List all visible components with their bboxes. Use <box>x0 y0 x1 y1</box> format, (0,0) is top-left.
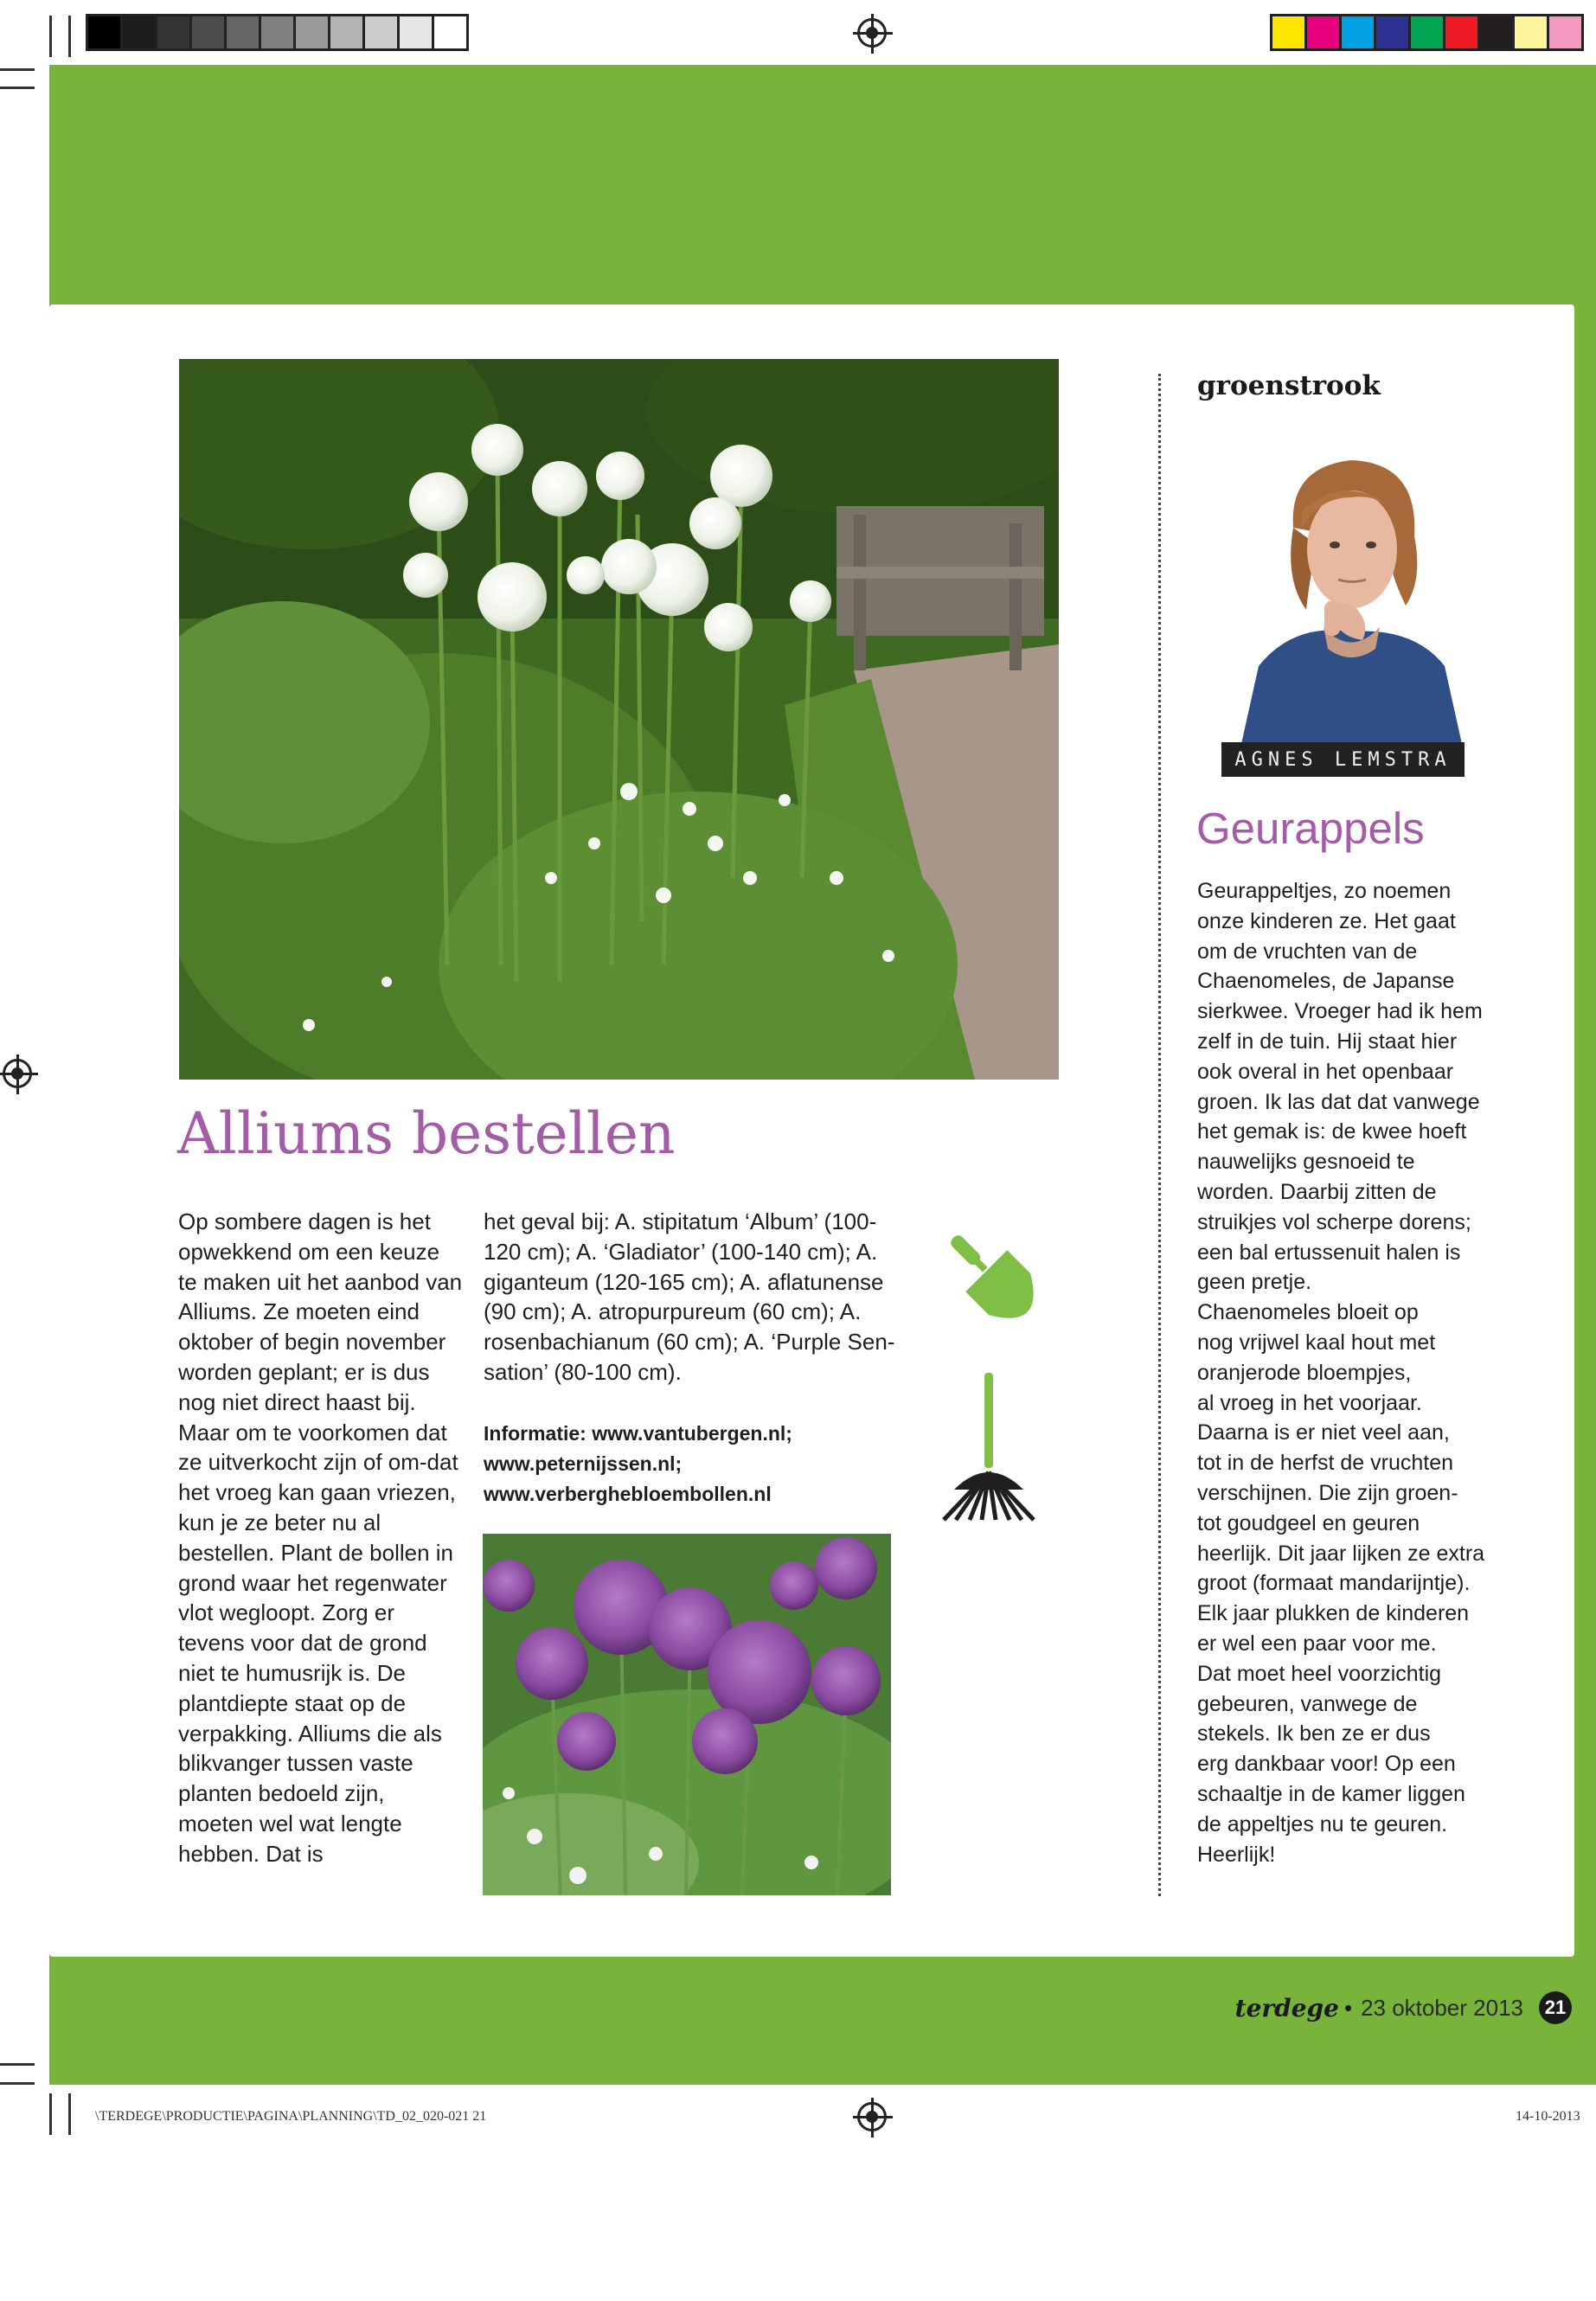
info-block <box>484 1419 916 1509</box>
sidebar-title: Geurappels <box>1196 804 1425 853</box>
green-frame-top <box>49 65 1596 324</box>
page-number: 21 <box>1539 1991 1572 2024</box>
page-footer <box>1235 1991 1572 2024</box>
gray-swatch <box>123 16 157 48</box>
crop-mark <box>68 16 71 57</box>
process-color-swatch <box>1307 16 1342 48</box>
process-color-swatch <box>1342 16 1376 48</box>
author-photo <box>1241 450 1462 744</box>
process-color-swatch <box>1549 16 1581 48</box>
magazine-logo: terdege <box>1234 1993 1339 2022</box>
process-color-bar <box>1270 14 1584 51</box>
issue-date: 23 oktober 2013 <box>1361 1994 1523 2021</box>
crop-mark <box>0 2082 35 2085</box>
sidebar-body-text: Geurappeltjes, zo noemen onze kinderen ze. Het gaat om de vruchten van de Chaenomeles, de Japanse sierkwee. Vroeger had ik hem zelf in de tuin. Hij staat hier ook overal in het openbaar groen. Ik las dat dat vanwege het gemak is: de kwee hoeft nauwelijks gesnoeid te worden. Daarbij zitten de struikjes vol scherpe dorens; een bal ertussenuit halen is geen pretje. Chaenomeles bloeit op nog vrijwel kaal hout met oranjerode bloempjes, al vroeg in het voorjaar. Daarna is er niet veel aan, tot in de herfst de vruchten verschijnen. Die zijn groen- tot goudgeel en geuren heerlijk. Dit jaar lijken ze extra groot (formaat mandarijntje). Elk jaar plukken de kinderen er wel een paar voor me. Dat moet heel voorzichtig gebeuren, vanwege de stekels. Ik ben ze er dus erg dankbaar voor! Op een schaaltje in de kamer liggen de appeltjes nu te geuren. Heerlijk! <box>1197 879 1485 1867</box>
info-label: Informatie: <box>484 1422 586 1445</box>
article-column-1: Op sombere dagen is het opwekkend om een keuze te maken uit het aanbod van Alliums. Ze moeten eind oktober of begin november worden geplant; er is dus nog niet direct haast bij. Maar om te voorkomen dat ze uitverkocht zijn of om-dat het vroeg kan gaan vriezen, kun je ze beter nu al bestellen. Plant de bollen in grond waar het regenwater vlot wegloopt. Zorg er tevens voor dat de grond niet te humusrijk is. De plantdiepte staat op de verpakking. Alliums die als blikvanger tussen vaste planten bedoeld zijn, moeten wel wat lengte hebben. Dat is <box>178 1208 463 1867</box>
gray-swatch <box>434 16 466 48</box>
sidebar-divider <box>1158 374 1161 1896</box>
info-link-verberghe[interactable]: www.verberghebloembollen.nl <box>484 1483 772 1505</box>
production-slug: \TERDEGE\PRODUCTIE\PAGINA\PLANNING\TD_02_020-021 21 <box>95 2109 487 2124</box>
registration-mark <box>857 18 887 48</box>
production-date: 14-10-2013 <box>1516 2109 1580 2124</box>
crop-mark <box>0 2063 35 2066</box>
process-color-swatch <box>1515 16 1549 48</box>
registration-mark <box>3 1059 32 1088</box>
gray-swatch <box>296 16 330 48</box>
gray-swatch <box>192 16 227 48</box>
column-label: groenstrook <box>1197 370 1381 401</box>
gray-swatch <box>330 16 365 48</box>
article-column-2: het geval bij: A. stipitatum ‘Album’ (100-120 cm); A. ‘Gladiator’ (100-140 cm); A. giganteum (120-165 cm); A. aflatunense (90 cm); A. atropurpureum (60 cm); A. rosenbachianum (60 cm); A. ‘Purple Sen-sation’ (80-100 cm). <box>484 1208 895 1385</box>
crop-mark <box>49 2093 52 2135</box>
alliums-garden-photo <box>179 359 1059 1080</box>
info-link-peternijssen[interactable]: www.peternijssen.nl; <box>484 1452 683 1475</box>
process-color-swatch <box>1272 16 1307 48</box>
trowel-icon <box>933 1221 1054 1334</box>
registration-mark <box>857 2102 887 2131</box>
crop-mark <box>0 68 35 71</box>
process-color-swatch <box>1376 16 1411 48</box>
purple-alliums-photo <box>483 1534 891 1895</box>
process-color-swatch <box>1480 16 1515 48</box>
rake-icon <box>937 1373 1041 1524</box>
footer-separator: • <box>1343 1994 1353 2021</box>
crop-mark <box>68 2093 71 2135</box>
process-color-swatch <box>1411 16 1445 48</box>
crop-mark <box>0 87 35 89</box>
info-link-vantubergen[interactable]: www.vantubergen.nl; <box>592 1422 792 1445</box>
article-title: Alliums bestellen <box>177 1100 676 1167</box>
process-color-swatch <box>1445 16 1480 48</box>
author-name-badge: AGNES LEMSTRA <box>1221 742 1465 777</box>
gray-swatch <box>400 16 434 48</box>
gray-swatch <box>227 16 261 48</box>
gray-swatch <box>157 16 192 48</box>
gray-swatch <box>365 16 400 48</box>
gray-swatch <box>88 16 123 48</box>
crop-mark <box>49 16 52 57</box>
gray-color-bar <box>86 14 469 51</box>
gray-swatch <box>261 16 296 48</box>
